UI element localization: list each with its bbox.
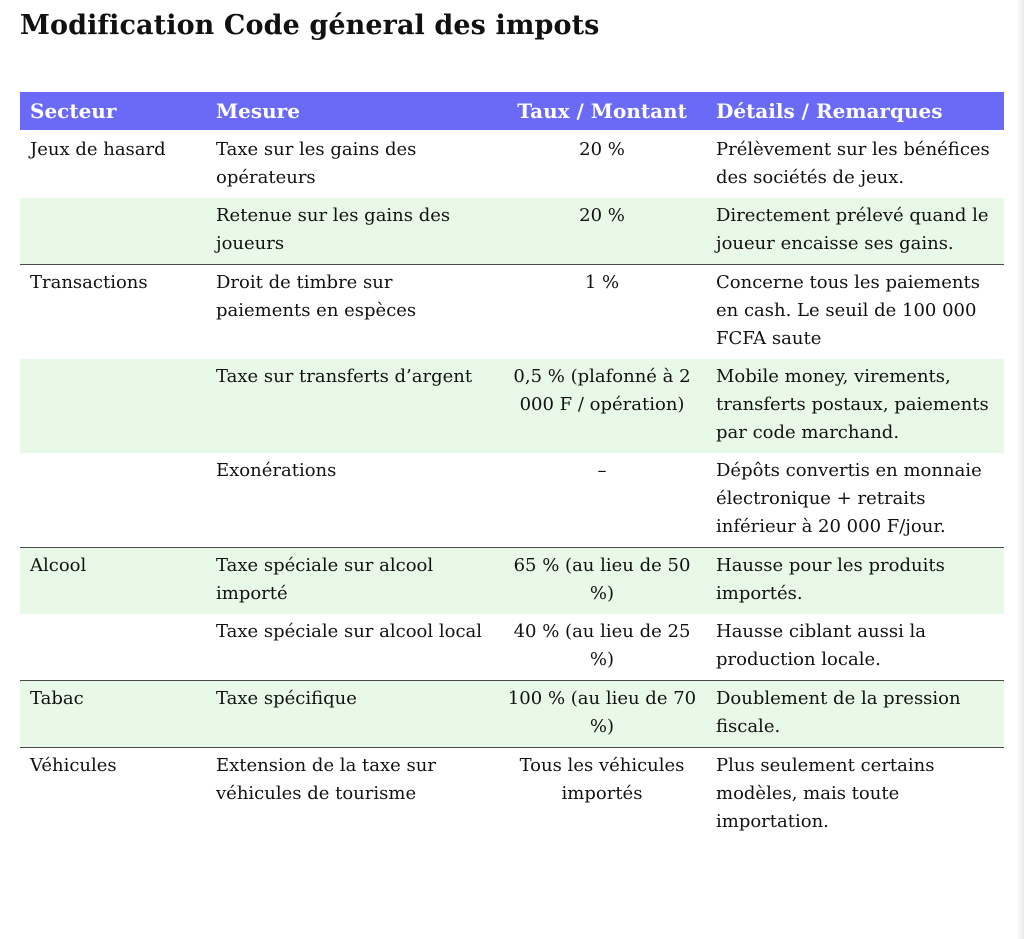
- cell-details: Hausse pour les produits importés.: [706, 548, 1004, 615]
- header-measure: Mesure: [216, 99, 300, 123]
- cell-rate: 65 % (au lieu de 50 %): [498, 548, 706, 615]
- cell-measure: Extension de la taxe sur véhicules de tourisme: [206, 748, 498, 843]
- cell-measure: Droit de timbre sur paiements en espèces: [206, 265, 498, 360]
- cell-measure: Taxe spéciale sur alcool importé: [206, 548, 498, 615]
- cell-rate: 20 %: [579, 139, 625, 160]
- cell-rate: 20 %: [498, 198, 706, 265]
- cell-measure: Taxe sur les gains des opérateurs: [216, 139, 417, 188]
- table-row: [20, 548, 1004, 615]
- cell-measure: Taxe sur transferts d’argent: [206, 359, 498, 453]
- cell-sector: [20, 453, 206, 548]
- table-row: [20, 681, 1004, 748]
- cell-details: Dépôts convertis en monnaie électronique + retraits inférieur à 20 000 F/jour.: [716, 460, 982, 537]
- cell-details: Hausse ciblant aussi la production locale.: [716, 621, 927, 670]
- cell-sector: Alcool: [20, 548, 206, 615]
- cell-sector: Transactions: [20, 265, 206, 360]
- cell-measure: Taxe spécifique: [206, 681, 498, 748]
- page-edge-shadow: [1016, 0, 1024, 939]
- header-sector: Secteur: [30, 99, 117, 123]
- cell-details: Plus seulement certains modèles, mais toute importation.: [706, 748, 1004, 843]
- cell-rate: 40 % (au lieu de 25 %): [513, 621, 691, 670]
- table-row: [20, 198, 1004, 265]
- cell-rate: 100 % (au lieu de 70 %): [498, 681, 706, 748]
- cell-rate: –: [597, 460, 607, 481]
- cell-details: Directement prélevé quand le joueur encaisse ses gains.: [706, 198, 1004, 265]
- tax-measures-table: [20, 92, 1004, 842]
- cell-rate: 1 %: [498, 265, 706, 360]
- cell-details: Mobile money, virements, transferts postaux, paiements par code marchand.: [706, 359, 1004, 453]
- cell-measure: Retenue sur les gains des joueurs: [206, 198, 498, 265]
- cell-sector: [20, 359, 206, 453]
- cell-sector: [20, 198, 206, 265]
- cell-details: Prélèvement sur les bénéfices des sociétés de jeux.: [716, 139, 990, 188]
- cell-sector: Tabac: [20, 681, 206, 748]
- header-rate: Taux / Montant: [517, 99, 687, 123]
- table-row: [20, 614, 1004, 681]
- cell-sector: Véhicules: [20, 748, 206, 843]
- cell-sector: [20, 614, 206, 681]
- table-row: [20, 130, 1004, 198]
- cell-details: Doublement de la pression fiscale.: [706, 681, 1004, 748]
- cell-rate: Tous les véhicules importés: [498, 748, 706, 843]
- cell-measure: Exonérations: [216, 460, 337, 481]
- table-row: [20, 453, 1004, 548]
- header-details: Détails / Remarques: [716, 99, 943, 123]
- cell-measure: Taxe spéciale sur alcool local: [216, 621, 483, 642]
- cell-rate: 0,5 % (plafonné à 2 000 F / opération): [498, 359, 706, 453]
- cell-details: Concerne tous les paiements en cash. Le seuil de 100 000 FCFA saute: [706, 265, 1004, 360]
- page-title: Modification Code géneral des impots: [20, 10, 600, 41]
- cell-sector: Jeux de hasard: [30, 139, 166, 160]
- table-header-row: [20, 92, 1004, 130]
- table-row: [20, 359, 1004, 453]
- table-row: [20, 748, 1004, 843]
- table-row: [20, 265, 1004, 360]
